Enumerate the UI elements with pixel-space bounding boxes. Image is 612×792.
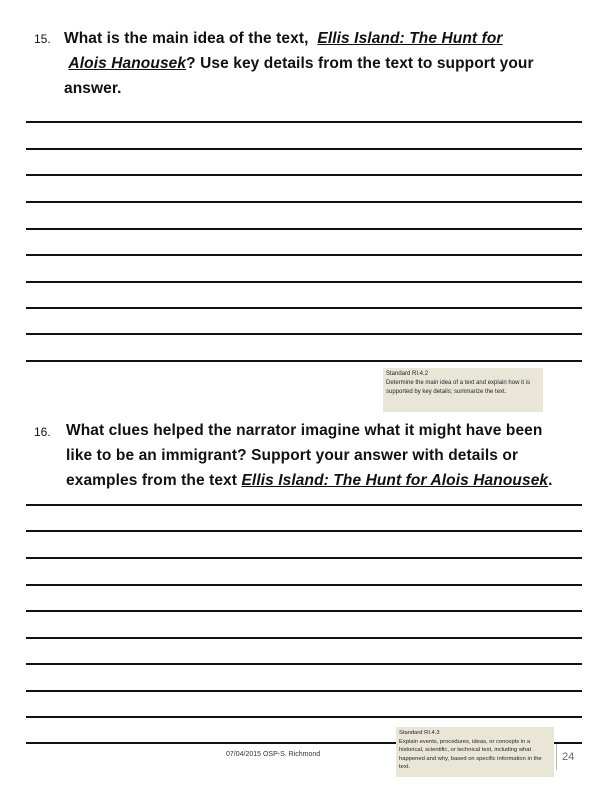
question-16-title-link: Ellis Island: The Hunt for Alois Hanousek xyxy=(241,472,549,489)
standard-body: Determine the main idea of a text and explain how it is supported by key details; summarize the text. xyxy=(386,380,531,395)
answer-line[interactable] xyxy=(26,610,582,612)
answer-line[interactable] xyxy=(26,690,582,692)
standard-body: Explain events, procedures, ideas, or concepts in a historical, scientific, or technical text, including what happened and why, based on specific information in the text. xyxy=(399,738,542,771)
answer-line[interactable] xyxy=(26,333,582,335)
question-15-title-link-2: Alois Hanousek xyxy=(68,55,187,72)
question-16-text-b: like to be an immigrant? Support your answer with details or xyxy=(66,447,519,464)
answer-line[interactable] xyxy=(26,201,582,203)
answer-line[interactable] xyxy=(26,148,582,150)
answer-line[interactable] xyxy=(26,228,582,230)
answer-line[interactable] xyxy=(26,716,582,718)
answer-line[interactable] xyxy=(26,637,582,639)
answer-line[interactable] xyxy=(26,121,582,123)
question-15-prompt xyxy=(64,26,584,101)
standard-box-ri-4-2 xyxy=(383,368,543,412)
answer-line[interactable] xyxy=(26,174,582,176)
answer-line[interactable] xyxy=(26,504,582,506)
standard-title: Standard RI.4.3 xyxy=(399,730,440,736)
answer-line[interactable] xyxy=(26,663,582,665)
question-number-16: 16. xyxy=(34,425,51,439)
question-16-text-c: examples from the text xyxy=(66,472,238,489)
answer-line[interactable] xyxy=(26,557,582,559)
question-15-text-a: What is the main idea of the text, xyxy=(64,30,309,47)
question-16-prompt xyxy=(66,418,586,493)
standard-box-ri-4-3 xyxy=(396,727,554,777)
question-15-text-c: answer. xyxy=(64,80,122,97)
question-16-text-a: What clues helped the narrator imagine what it might have been xyxy=(66,422,543,439)
page-number-divider xyxy=(556,744,557,770)
answer-line[interactable] xyxy=(26,360,582,362)
standard-title: Standard RI.4.2 xyxy=(386,371,429,377)
answer-line[interactable] xyxy=(26,281,582,283)
question-number-15: 15. xyxy=(34,32,51,46)
question-16-text-end: . xyxy=(548,472,553,489)
footer-text: 07/04/2015 OSP-S. Richmond xyxy=(226,751,321,758)
answer-line[interactable] xyxy=(26,530,582,532)
question-15-title-link-1: Ellis Island: The Hunt for xyxy=(317,30,503,47)
question-15-text-b: ? Use key details from the text to support your xyxy=(186,55,534,72)
page-number: 24 xyxy=(562,751,575,763)
answer-line[interactable] xyxy=(26,307,582,309)
answer-line[interactable] xyxy=(26,584,582,586)
answer-line[interactable] xyxy=(26,254,582,256)
